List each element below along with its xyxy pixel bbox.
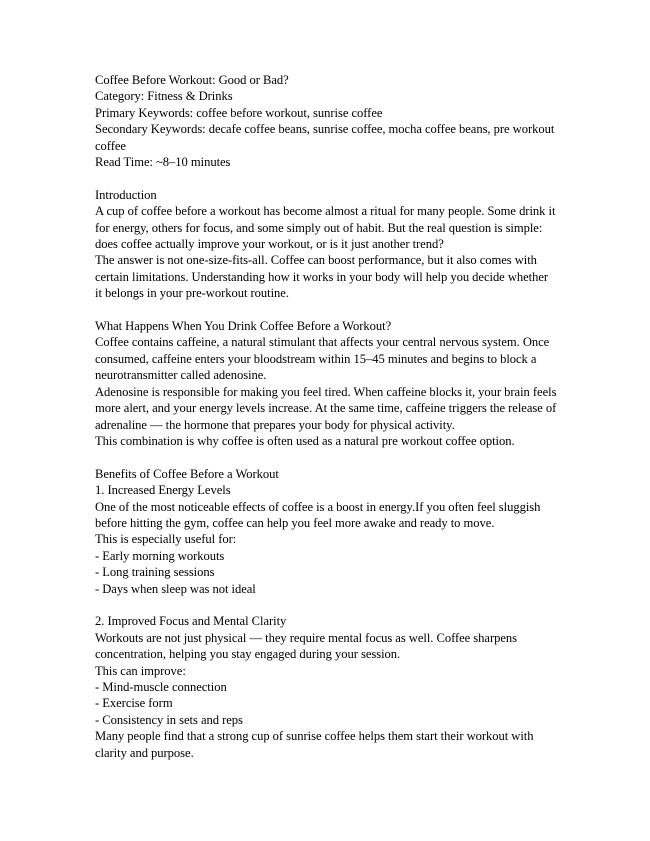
document-line: Benefits of Coffee Before a Workout [95, 466, 279, 481]
document-line: A cup of coffee before a workout has become almost a ritual for many people. Some drink it [95, 204, 556, 219]
document-line: - Long training sessions [95, 565, 215, 580]
document-line: Adenosine is responsible for making you feel tired. When caffeine blocks it, your brain feels [95, 384, 557, 399]
document-line: more alert, and your energy levels increase. At the same time, caffeine triggers the release of [95, 401, 557, 416]
document-line: Category: Fitness & Drinks [95, 89, 233, 104]
document-line: before hitting the gym, coffee can help you feel more awake and ready to move. [95, 515, 495, 530]
document-line: Secondary Keywords: decafe coffee beans, sunrise coffee, mocha coffee beans, pre workout [95, 122, 555, 137]
document-line: - Mind-muscle connection [95, 679, 227, 694]
document-line: - Early morning workouts [95, 548, 225, 563]
document-line: adrenaline — the hormone that prepares your body for physical activity. [95, 417, 455, 432]
document-line: Many people find that a strong cup of sunrise coffee helps them start their workout with [95, 729, 534, 744]
document-line: - Exercise form [95, 696, 173, 711]
document-line: Coffee Before Workout: Good or Bad? [95, 73, 289, 87]
document-line: it belongs in your pre-workout routine. [95, 286, 289, 301]
document-line: Workouts are not just physical — they require mental focus as well. Coffee sharpens [95, 630, 517, 645]
document-line: Introduction [95, 187, 157, 202]
document-blank-line [95, 597, 563, 613]
document-line: for energy, others for focus, and some simply out of habit. But the real question is simple: [95, 220, 543, 235]
document-line: 1. Increased Energy Levels [95, 483, 231, 498]
document-line: This can improve: [95, 663, 186, 678]
document-line: clarity and purpose. [95, 745, 194, 760]
document-line: Primary Keywords: coffee before workout, sunrise coffee [95, 105, 383, 120]
document-line: This combination is why coffee is often used as a natural pre workout coffee option. [95, 433, 515, 448]
document-line: consumed, caffeine enters your bloodstream within 15–45 minutes and begins to block a [95, 351, 537, 366]
document-line: coffee [95, 138, 126, 153]
document-line: The answer is not one-size-fits-all. Coffee can boost performance, but it also comes with [95, 253, 537, 268]
document-line: concentration, helping you stay engaged during your session. [95, 647, 401, 662]
document-blank-line [95, 170, 563, 186]
document-blank-line [95, 449, 563, 465]
document-blank-line [95, 302, 563, 318]
document-line: certain limitations. Understanding how it works in your body will help you decide whether [95, 269, 549, 284]
document-line: neurotransmitter called adenosine. [95, 368, 267, 383]
document-line: What Happens When You Drink Coffee Before a Workout? [95, 319, 392, 334]
document-line: - Days when sleep was not ideal [95, 581, 256, 596]
document-line: - Consistency in sets and reps [95, 712, 243, 727]
document-line: Read Time: ~8–10 minutes [95, 155, 231, 170]
document-line: One of the most noticeable effects of coffee is a boost in energy.If you often feel sluggish [95, 499, 541, 514]
document-text-block [95, 72, 563, 761]
document-line: Coffee contains caffeine, a natural stimulant that affects your central nervous system. Once [95, 335, 550, 350]
document-line: 2. Improved Focus and Mental Clarity [95, 614, 287, 629]
document-line: This is especially useful for: [95, 532, 237, 547]
document-line: does coffee actually improve your workout, or is it just another trend? [95, 237, 444, 252]
